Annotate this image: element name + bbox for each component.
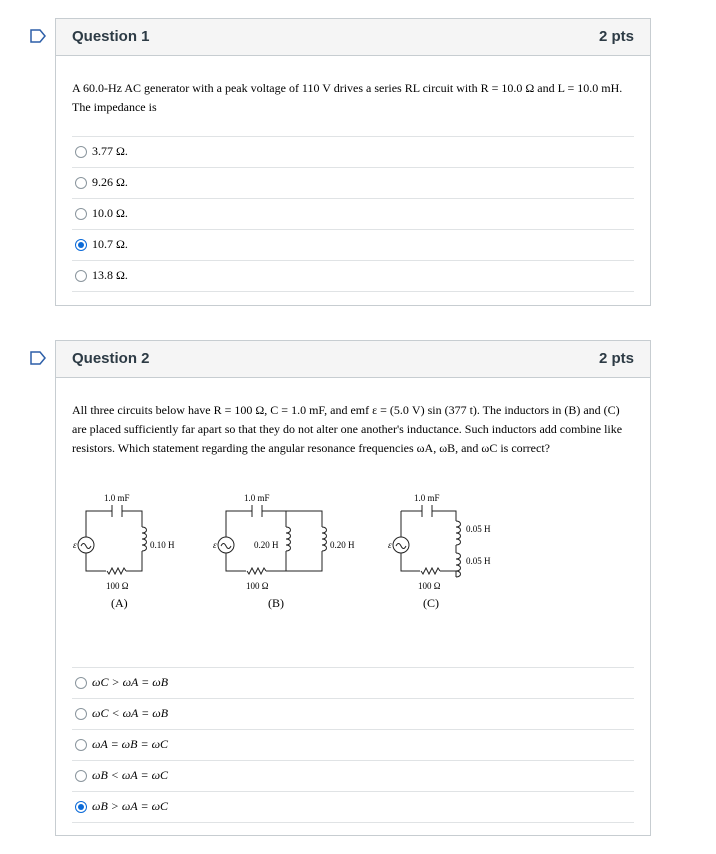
circuit-a-emf-label: ε [73, 540, 77, 550]
answer-option[interactable] [72, 136, 634, 167]
question-2-body [72, 401, 634, 458]
answer-option[interactable] [72, 760, 634, 791]
circuit-a-capacitor-label: 1.0 mF [104, 493, 130, 503]
answer-option[interactable] [72, 791, 634, 823]
circuit-c-inductor-1-label: 0.05 H [466, 524, 491, 534]
question-1-card [55, 18, 651, 306]
circuit-b-capacitor-label: 1.0 mF [244, 493, 270, 503]
question-1-answers [72, 136, 634, 292]
answer-radio[interactable] [75, 770, 87, 782]
flag-question-2-icon[interactable] [30, 351, 46, 365]
circuit-b-emf-label: ε [213, 540, 217, 550]
answer-label: ωB > ωA = ωC [92, 799, 169, 813]
question-2-answers [72, 667, 634, 823]
question-2-header [56, 341, 650, 378]
flag-question-1-icon[interactable] [30, 29, 46, 43]
circuit-diagram [56, 491, 652, 621]
answer-radio[interactable] [75, 146, 87, 158]
answer-option[interactable] [72, 229, 634, 260]
answer-radio[interactable] [75, 708, 87, 720]
answer-label: 3.77 Ω. [92, 144, 128, 158]
circuit-c-capacitor-label: 1.0 mF [414, 493, 440, 503]
question-2-card [55, 340, 651, 836]
question-1-text: A 60.0-Hz AC generator with a peak voltage of 110 V drives a series RL circuit with R = 10.0 Ω and L = 10.0 mH. The impedance is [72, 81, 623, 114]
answer-radio-selected[interactable] [75, 801, 87, 813]
circuit-b-inductor-2-label: 0.20 H [330, 540, 355, 550]
circuit-c-emf-label: ε [388, 540, 392, 550]
question-2-title: Question 2 [72, 350, 150, 367]
answer-label: 10.7 Ω. [92, 237, 128, 251]
question-1-body [72, 79, 634, 117]
answer-option[interactable] [72, 667, 634, 698]
circuit-a-label: (A) [111, 596, 128, 610]
question-1-header [56, 19, 650, 56]
circuit-b-label: (B) [268, 596, 284, 610]
answer-label: ωC < ωA = ωB [92, 706, 169, 720]
answer-label: ωA = ωB = ωC [92, 737, 169, 751]
circuit-b-inductor-1-label: 0.20 H [254, 540, 279, 550]
answer-radio[interactable] [75, 270, 87, 282]
answer-label: 10.0 Ω. [92, 206, 128, 220]
question-1-title: Question 1 [72, 28, 150, 45]
question-1-points: 2 pts [598, 28, 634, 45]
circuit-a-inductor-label: 0.10 H [150, 540, 175, 550]
answer-radio-selected[interactable] [75, 239, 87, 251]
answer-radio[interactable] [75, 677, 87, 689]
circuit-c-label: (C) [423, 596, 439, 610]
circuit-c-inductor-2-label: 0.05 H [466, 556, 491, 566]
answer-option[interactable] [72, 198, 634, 229]
answer-radio[interactable] [75, 208, 87, 220]
answer-label: 9.26 Ω. [92, 175, 128, 189]
answer-option[interactable] [72, 729, 634, 760]
circuit-a-resistor-label: 100 Ω [106, 581, 129, 591]
answer-option[interactable] [72, 167, 634, 198]
answer-radio[interactable] [75, 177, 87, 189]
answer-label: 13.8 Ω. [92, 268, 128, 282]
answer-label: ωB < ωA = ωC [92, 768, 169, 782]
answer-option[interactable] [72, 698, 634, 729]
circuit-c-resistor-label: 100 Ω [418, 581, 441, 591]
circuit-b-resistor-label: 100 Ω [246, 581, 269, 591]
answer-radio[interactable] [75, 739, 87, 751]
question-2-text: All three circuits below have R = 100 Ω, C = 1.0 mF, and emf ε = (5.0 V) sin (377 t). The inductors in (B) and (C) are placed sufficiently far apart so that they do not alter one another's inductance. Such inductors add combine like resistors. Which statement regarding the angular resonance frequencies ωA, ωB, and ωC is correct? [72, 403, 623, 455]
answer-label: ωC > ωA = ωB [92, 675, 169, 689]
question-2-points: 2 pts [598, 350, 634, 367]
answer-option[interactable] [72, 260, 634, 292]
